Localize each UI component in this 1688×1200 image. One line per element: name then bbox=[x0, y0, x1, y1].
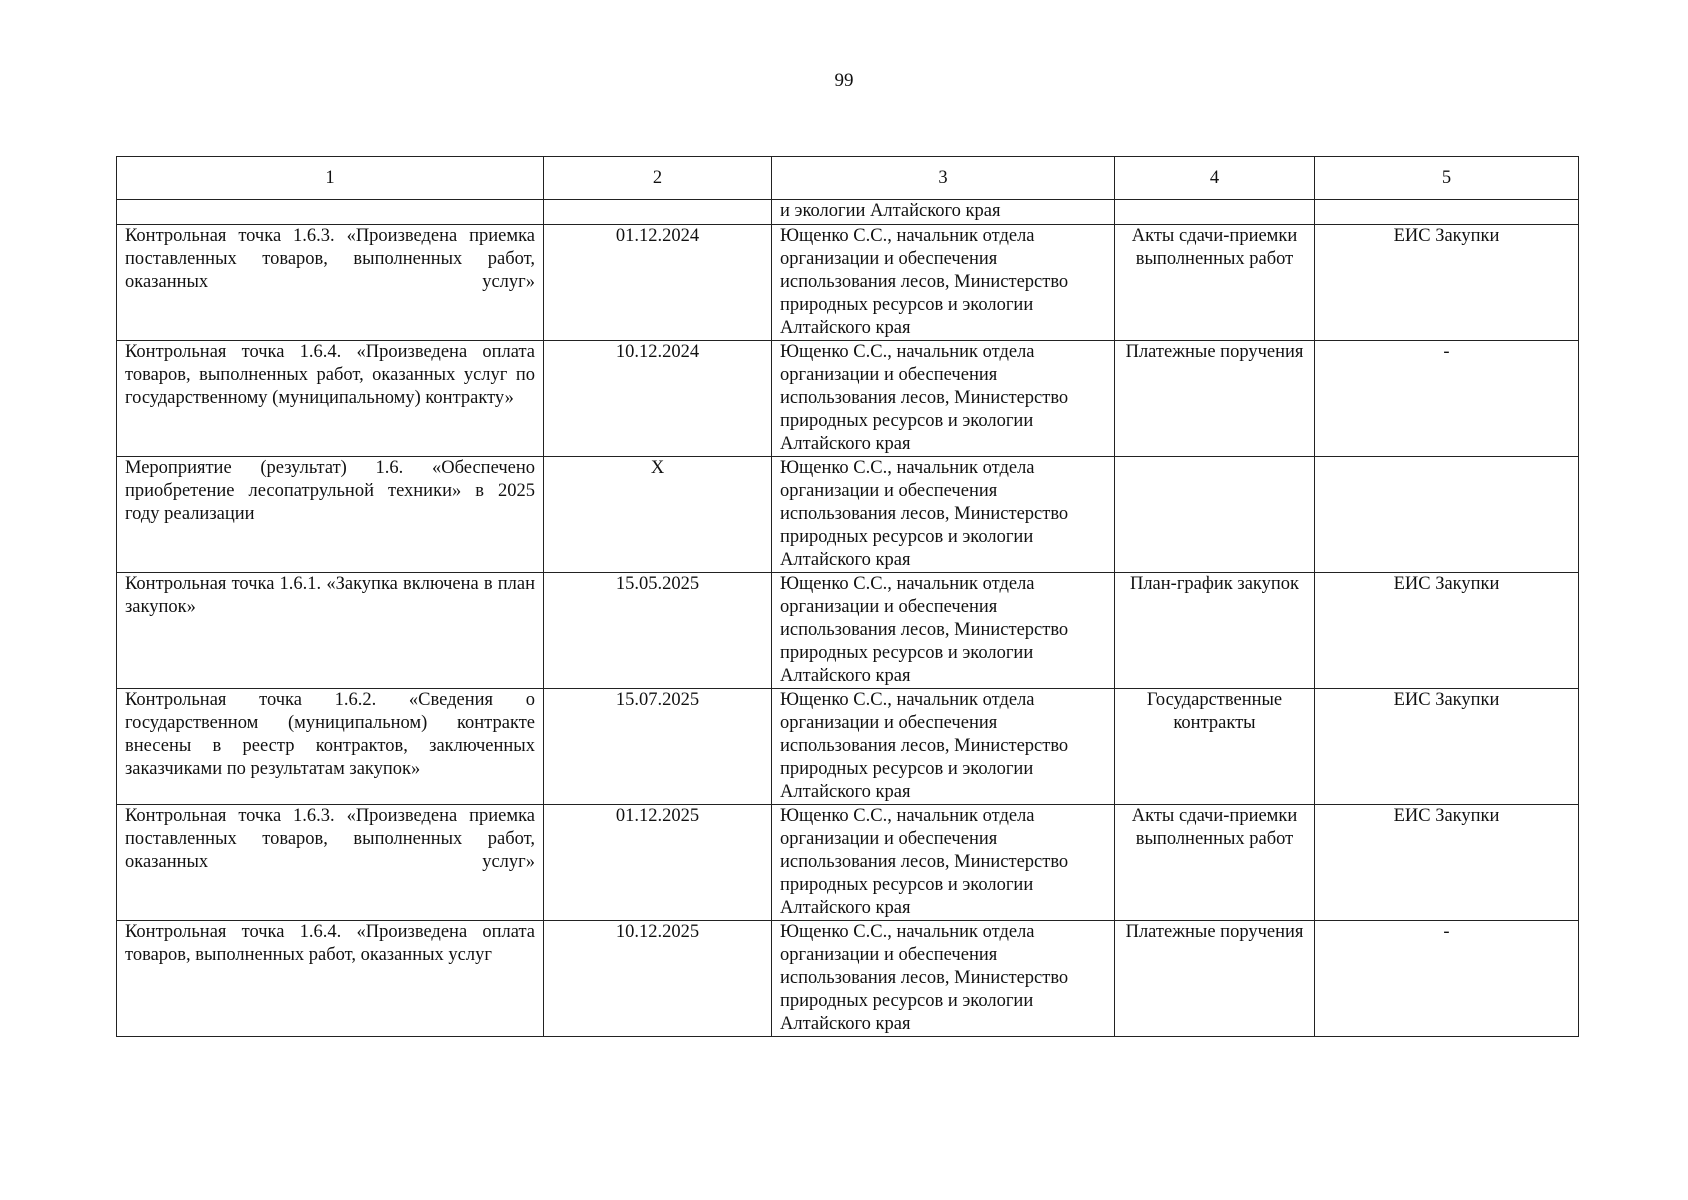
cell-date: 15.07.2025 bbox=[544, 689, 772, 805]
cell-system: ЕИС Закупки bbox=[1315, 573, 1579, 689]
cell-system: ЕИС Закупки bbox=[1315, 689, 1579, 805]
cell-system: ЕИС Закупки bbox=[1315, 225, 1579, 341]
cell-responsible: Ющенко С.С., начальник отдела организации и обеспечения использования лесов, Министерство природных ресурсов и экологии Алтайского края bbox=[772, 689, 1115, 805]
table-row bbox=[117, 689, 1579, 805]
cell-measure bbox=[117, 200, 544, 225]
cell-measure: Контрольная точка 1.6.3. «Произведена приемка поставленных товаров, выполненных работ, оказанных услуг» bbox=[117, 805, 544, 921]
table-row bbox=[117, 225, 1579, 341]
cell-system: ЕИС Закупки bbox=[1315, 805, 1579, 921]
cell-date: 10.12.2025 bbox=[544, 921, 772, 1037]
cell-responsible: и экологии Алтайского края bbox=[772, 200, 1115, 225]
cell-document: План-график закупок bbox=[1115, 573, 1315, 689]
table-row bbox=[117, 457, 1579, 573]
cell-measure: Контрольная точка 1.6.1. «Закупка включена в план закупок» bbox=[117, 573, 544, 689]
cell-responsible: Ющенко С.С., начальник отдела организации и обеспечения использования лесов, Министерство природных ресурсов и экологии Алтайского края bbox=[772, 225, 1115, 341]
cell-date: 01.12.2025 bbox=[544, 805, 772, 921]
cell-responsible: Ющенко С.С., начальник отдела организации и обеспечения использования лесов, Министерство природных ресурсов и экологии Алтайского края bbox=[772, 341, 1115, 457]
cell-date: 10.12.2024 bbox=[544, 341, 772, 457]
cell-measure: Контрольная точка 1.6.2. «Сведения о государственном (муниципальном) контракте внесены в реестр контрактов, заключенных заказчиками по результатам закупок» bbox=[117, 689, 544, 805]
cell-document: Платежные поручения bbox=[1115, 341, 1315, 457]
cell-document: Акты сдачи-приемки выполненных работ bbox=[1115, 225, 1315, 341]
cell-measure: Контрольная точка 1.6.3. «Произведена приемка поставленных товаров, выполненных работ, оказанных услуг» bbox=[117, 225, 544, 341]
table-row bbox=[117, 341, 1579, 457]
cell-system bbox=[1315, 457, 1579, 573]
plan-table bbox=[116, 156, 1579, 1037]
cell-date: X bbox=[544, 457, 772, 573]
cell-date: 15.05.2025 bbox=[544, 573, 772, 689]
cell-system bbox=[1315, 200, 1579, 225]
cell-responsible: Ющенко С.С., начальник отдела организации и обеспечения использования лесов, Министерство природных ресурсов и экологии Алтайского края bbox=[772, 457, 1115, 573]
cell-measure: Контрольная точка 1.6.4. «Произведена оплата товаров, выполненных работ, оказанных услуг по государственному (муниципальному) контракту» bbox=[117, 341, 544, 457]
cell-responsible: Ющенко С.С., начальник отдела организации и обеспечения использования лесов, Министерство природных ресурсов и экологии Алтайского края bbox=[772, 573, 1115, 689]
cell-system: - bbox=[1315, 341, 1579, 457]
cell-date: 01.12.2024 bbox=[544, 225, 772, 341]
cell-system: - bbox=[1315, 921, 1579, 1037]
table-row bbox=[117, 573, 1579, 689]
cell-document bbox=[1115, 200, 1315, 225]
table-row bbox=[117, 805, 1579, 921]
cell-measure: Мероприятие (результат) 1.6. «Обеспечено приобретение лесопатрульной техники» в 2025 году реализации bbox=[117, 457, 544, 573]
cell-date bbox=[544, 200, 772, 225]
cell-responsible: Ющенко С.С., начальник отдела организации и обеспечения использования лесов, Министерство природных ресурсов и экологии Алтайского края bbox=[772, 805, 1115, 921]
column-header-3: 3 bbox=[772, 157, 1115, 200]
cell-measure: Контрольная точка 1.6.4. «Произведена оплата товаров, выполненных работ, оказанных услуг bbox=[117, 921, 544, 1037]
page-number: 99 bbox=[834, 70, 854, 91]
cell-document bbox=[1115, 457, 1315, 573]
column-header-1: 1 bbox=[117, 157, 544, 200]
column-header-4: 4 bbox=[1115, 157, 1315, 200]
cell-responsible: Ющенко С.С., начальник отдела организации и обеспечения использования лесов, Министерство природных ресурсов и экологии Алтайского края bbox=[772, 921, 1115, 1037]
table-row bbox=[117, 921, 1579, 1037]
cell-document: Государственные контракты bbox=[1115, 689, 1315, 805]
cell-document: Акты сдачи-приемки выполненных работ bbox=[1115, 805, 1315, 921]
column-header-2: 2 bbox=[544, 157, 772, 200]
column-header-5: 5 bbox=[1315, 157, 1579, 200]
table-header-row bbox=[117, 157, 1579, 200]
cell-document: Платежные поручения bbox=[1115, 921, 1315, 1037]
table-row-continuation bbox=[117, 200, 1579, 225]
